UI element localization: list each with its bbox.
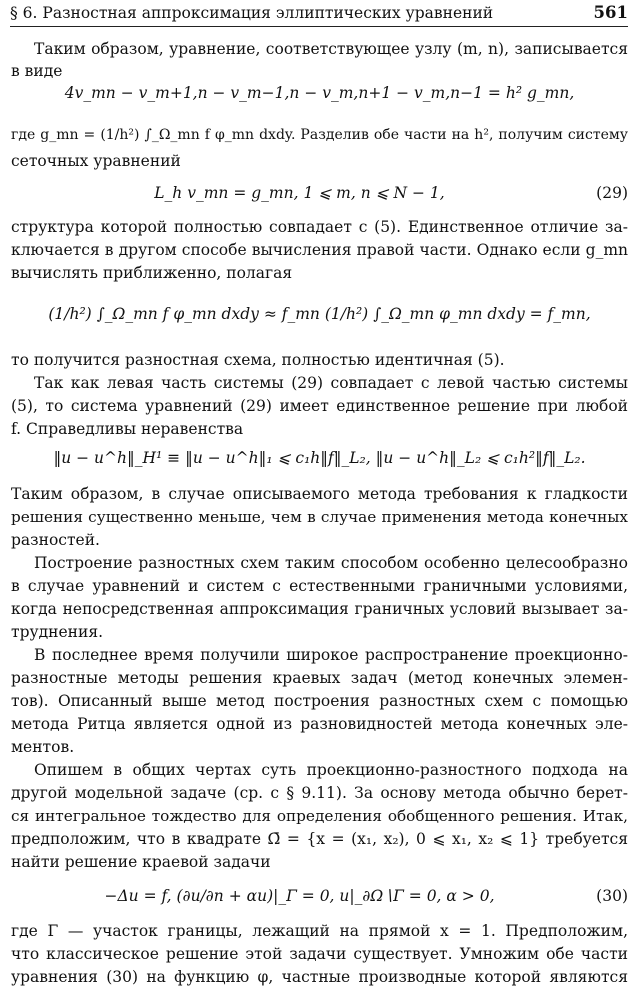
formula-body: L_h v_mn = g_mn, 1 ⩽ m, n ⩽ N − 1,: [154, 184, 445, 202]
text-line: труднения.: [11, 623, 104, 641]
formula: (1/h²) ∫_Ω_mn f φ_mn dxdy ≈ f_mn (1/h²) ∫_Ω_mn φ_mn dxdy = f_mn,: [48, 305, 591, 323]
text-line: (5), то система уравнений (29) имеет единственное решение при любой: [11, 397, 628, 415]
text-line: когда непосредственная аппроксимация граничных условий вызывает за-: [11, 600, 628, 618]
text-line: тов). Описанный выше метод построения разностных схем с помощью: [11, 692, 628, 710]
text-line: В последнее время получили широкое распространение проекционно-: [34, 646, 628, 664]
text-line: ключается в другом способе вычисления правой части. Однако если g_mn: [11, 241, 628, 259]
text-line: Таким образом, уравнение, соответствующее узлу (m, n), записывается: [34, 40, 628, 58]
text-line: решения существенно меньше, чем в случае применения метода конечных: [11, 508, 628, 526]
text-line: другой модельной задаче (ср. с § 9.11). За основу метода обычно берет-: [11, 784, 628, 802]
text-line: то получится разностная схема, полностью идентичная (5).: [11, 351, 505, 369]
text-line: уравнения (30) на функцию φ, частные производные которой являются: [11, 968, 628, 986]
text-line: ментов.: [11, 738, 75, 756]
section-title: § 6. Разностная аппроксимация эллиптических уравнений: [10, 4, 494, 22]
text-line: в виде: [11, 62, 63, 80]
text-line: Опишем в общих чертах суть проекционно-разностного подхода на: [34, 761, 628, 779]
formula: [11, 882, 628, 910]
text-line: разностные методы решения краевых задач (метод конечных элемен-: [11, 669, 628, 687]
text-line: что классическое решение этой задачи существует. Умножим обе части: [11, 945, 628, 963]
text-line: метода Ритца является одной из разновидностей метода конечных эле-: [11, 715, 628, 733]
text-line: Таким образом, в случае описываемого метода требования к гладкости: [11, 485, 628, 503]
formula: ‖u − u^h‖_H¹ ≡ ‖u − u^h‖₁ ⩽ c₁h‖f‖_L₂, ‖u − u^h‖_L₂ ⩽ c₁h²‖f‖_L₂.: [53, 449, 586, 467]
formula: 4v_mn − v_m+1,n − v_m−1,n − v_m,n+1 − v_m,n−1 = h² g_mn,: [64, 84, 575, 102]
text-line: f. Справедливы неравенства: [11, 420, 244, 438]
text-line: сеточных уравнений: [11, 152, 181, 170]
text-line: Построение разностных схем таким способом особенно целесообразно: [34, 554, 628, 572]
text-line: где Γ — участок границы, лежащий на прямой x = 1. Предположим,: [11, 922, 628, 940]
text-line: разностей.: [11, 531, 100, 549]
text-line: предположим, что в квадрате Ω̄ = {x = (x₁, x₂), 0 ⩽ x₁, x₂ ⩽ 1} требуется: [11, 830, 628, 848]
text-line: найти решение краевой задачи: [11, 853, 271, 871]
equation-number: (30): [596, 887, 628, 905]
text-line: Так как левая часть системы (29) совпадает с левой частью системы: [34, 374, 628, 392]
page-number: 561: [593, 3, 628, 22]
text-line: ся интегральное тождество для определения обобщенного решения. Итак,: [11, 807, 628, 825]
text-line: где g_mn = (1/h²) ∫_Ω_mn f φ_mn dxdy. Разделив обе части на h², получим систему: [11, 127, 628, 143]
equation-number: (29): [596, 184, 628, 202]
text-line: в случае уравнений и систем с естественными граничными условиями,: [11, 577, 628, 595]
formula: [11, 181, 628, 205]
running-header: [10, 2, 628, 27]
text-line: структура которой полностью совпадает с (5). Единственное отличие за-: [11, 218, 628, 236]
formula-body: −Δu = f, (∂u/∂n + αu)|_Γ = 0, u|_∂Ω∖Γ = 0, α > 0,: [104, 887, 495, 905]
text-line: вычислять приближенно, полагая: [11, 264, 293, 282]
